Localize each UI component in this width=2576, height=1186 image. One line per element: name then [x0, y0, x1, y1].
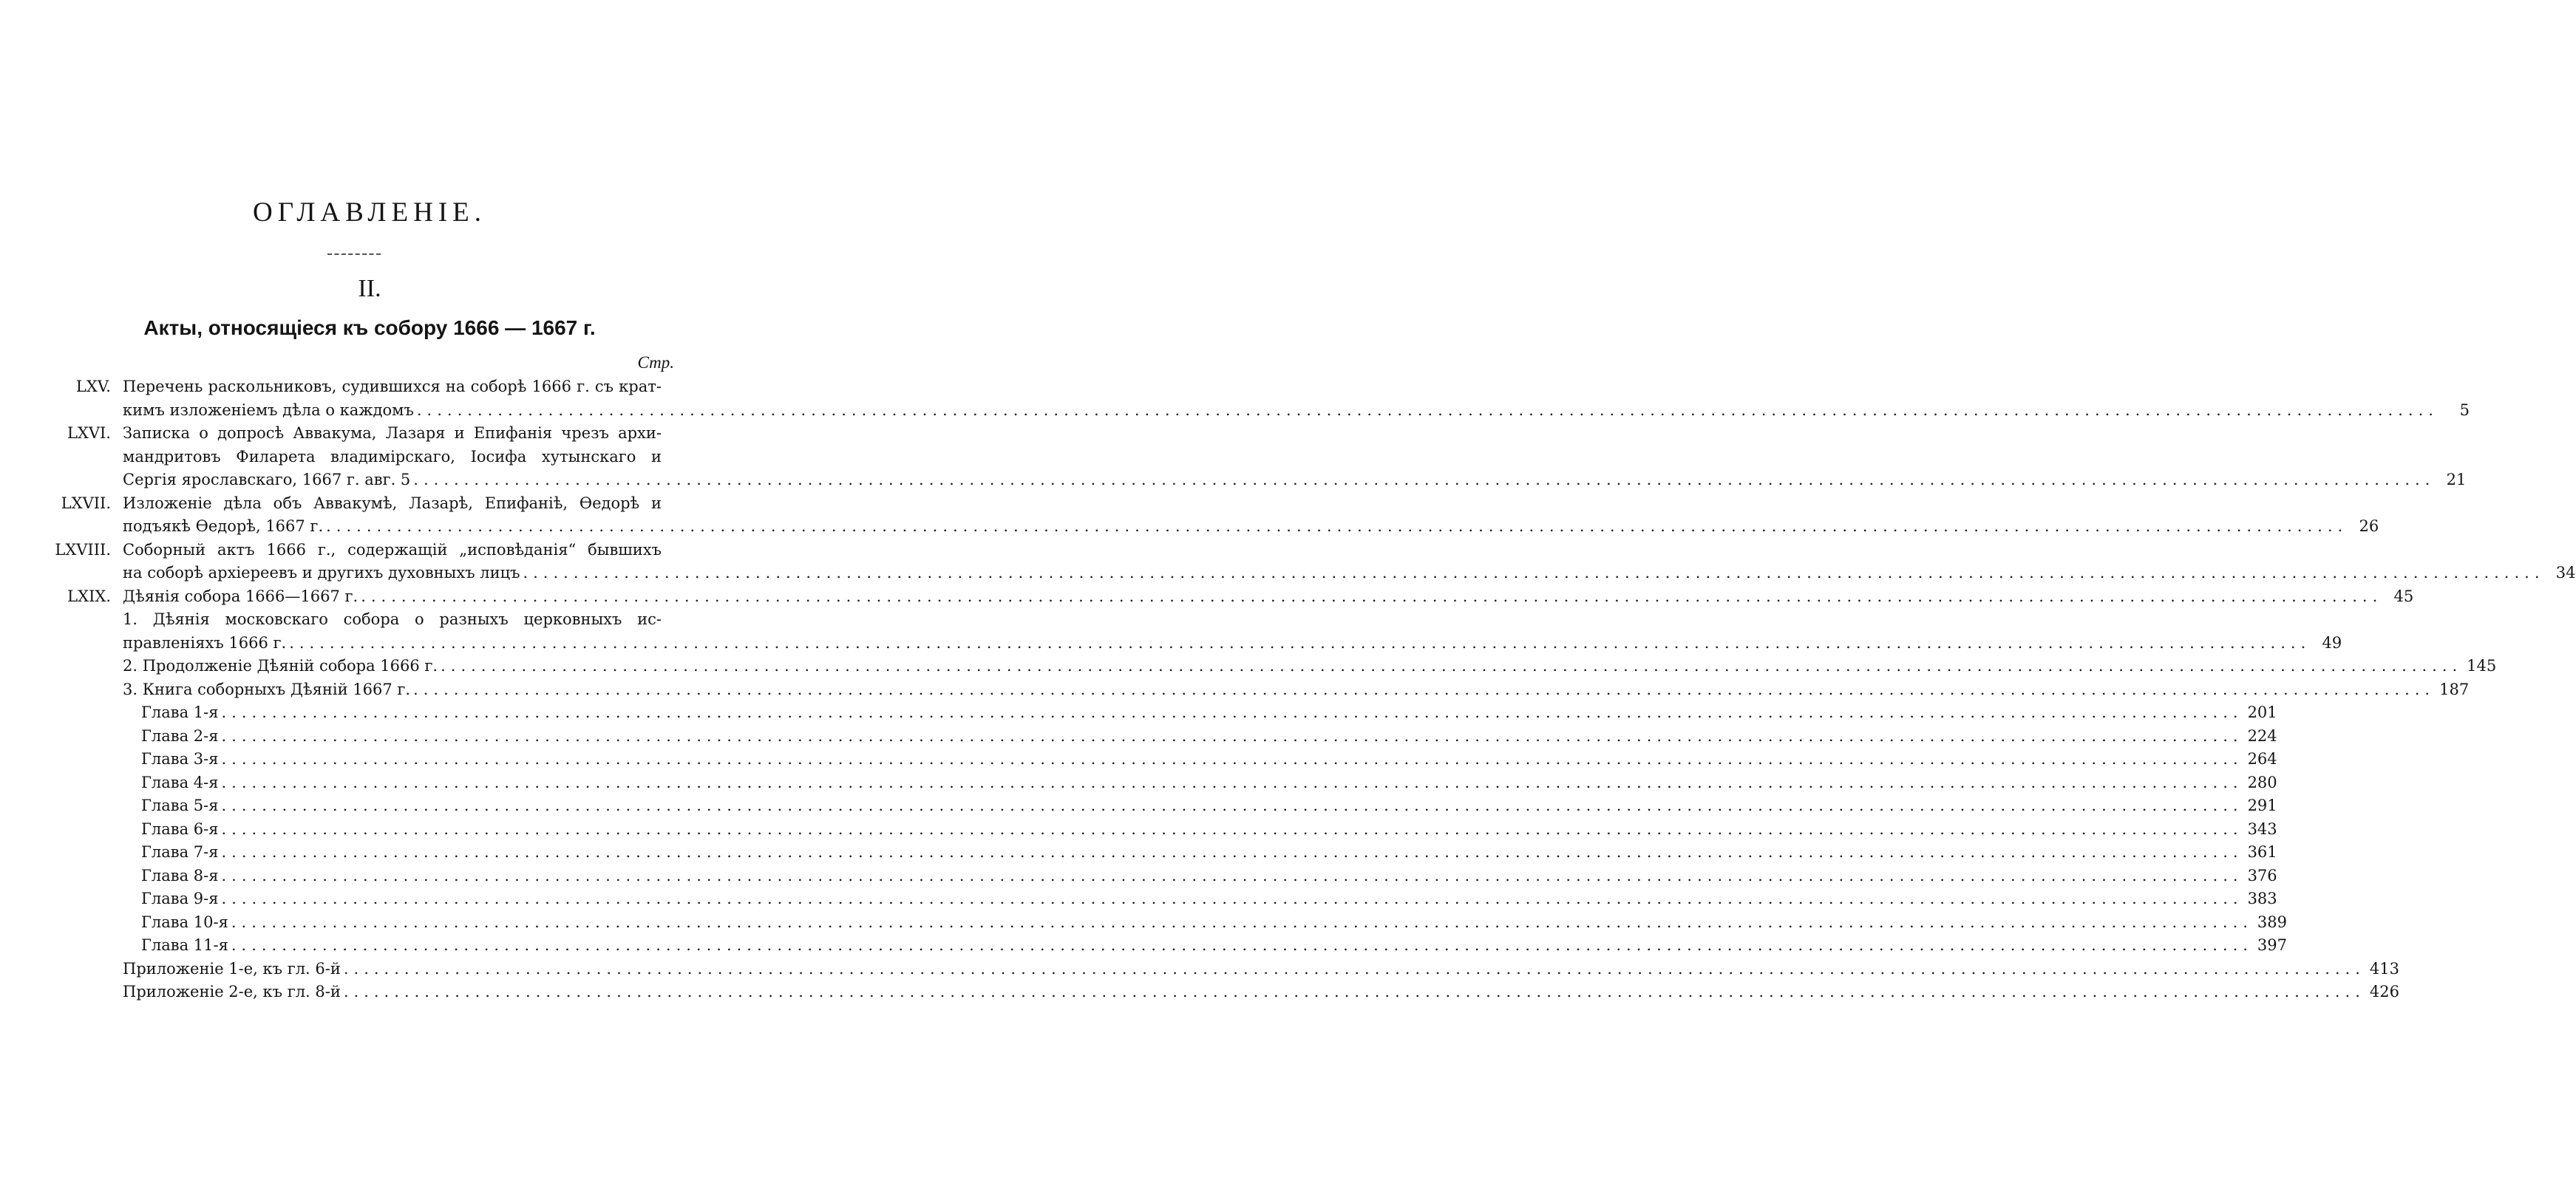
- toc-subentry-line: [123, 633, 2342, 652]
- toc-entry-page: 21: [2446, 471, 2467, 488]
- toc-entry-line: [123, 401, 2470, 419]
- toc-entry-page: 5: [2459, 401, 2470, 419]
- toc-chapter-line: [141, 797, 2277, 814]
- dot-leader: ........................................................................................................................................................................................................: [221, 703, 2243, 721]
- toc-chapter-page: 201: [2247, 703, 2277, 721]
- toc-appendix-title: Приложеніе 2-е, къ гл. 8-й: [123, 983, 341, 1001]
- toc-entry-title: кимъ изложеніемъ дѣла о каждомъ: [123, 401, 414, 419]
- toc-subentry-page: 187: [2439, 680, 2470, 698]
- dot-leader: ........................................................................................................................................................................................................: [343, 983, 2365, 1001]
- toc-appendix-title: Приложеніе 1-е, къ гл. 6-й: [123, 959, 341, 978]
- toc-chapter-line: [141, 913, 2288, 931]
- toc-chapter-line: [141, 819, 2277, 838]
- dot-leader: ........................................................................................................................................................................................................: [221, 726, 2243, 745]
- toc-entry-number: LXVIII.: [55, 540, 111, 559]
- toc-entry-line: [123, 587, 2414, 605]
- dot-leader: ........................................................................................................................................................................................................: [221, 773, 2243, 791]
- toc-chapter-page: 376: [2247, 866, 2277, 885]
- toc-entry-title: Дѣянія собора 1666—1667 г.: [123, 587, 358, 605]
- page-title: ОГЛАВЛЕНІЕ.: [252, 197, 486, 228]
- toc-chapter-title: Глава 4-я: [141, 773, 219, 791]
- dot-leader: ........................................................................................................................................................................................................: [221, 797, 2243, 814]
- toc-chapter-line: [141, 866, 2277, 885]
- toc-chapter-page: 264: [2247, 750, 2277, 768]
- toc-chapter-line: [141, 773, 2277, 791]
- dot-leader: ........................................................................................................................................................................................................: [413, 471, 2436, 488]
- toc-chapter-title: Глава 7-я: [141, 843, 219, 861]
- toc-chapter-page: 397: [2257, 936, 2288, 954]
- title-divider: [327, 253, 381, 255]
- toc-chapter-page: 383: [2247, 890, 2277, 907]
- dot-leader: ........................................................................................................................................................................................................: [231, 913, 2253, 931]
- toc-chapter-title: Глава 6-я: [141, 819, 219, 838]
- toc-entry-number: LXV.: [75, 378, 111, 395]
- dot-leader: ........................................................................................................................................................................................................: [326, 517, 2348, 535]
- toc-entry-title-line: Изложеніе дѣла объ Аввакумѣ, Лазарѣ, Епифаніѣ, Ѳедорѣ и: [123, 494, 662, 512]
- dot-leader: ........................................................................................................................................................................................................: [231, 936, 2253, 954]
- toc-chapter-page: 280: [2247, 773, 2277, 791]
- toc-entry-title: Сергія ярославскаго, 1667 г. авг. 5: [123, 471, 411, 488]
- toc-chapter-line: [141, 726, 2277, 745]
- toc-chapter-title: Глава 2-я: [141, 726, 219, 745]
- toc-subentry-title: правленіяхъ 1666 г.: [123, 633, 287, 652]
- toc-chapter-page: 343: [2247, 819, 2277, 838]
- toc-entry-line: [123, 564, 2576, 582]
- toc-subentry-title-line: 1. Дѣянія московскаго собора о разныхъ церковныхъ ис-: [123, 610, 662, 628]
- toc-entry-page: 34: [2555, 564, 2576, 582]
- toc-chapter-page: 291: [2247, 797, 2277, 814]
- toc-entry-title-line: мандритовъ Филарета владимірскаго, Іосифа хутынскаго и: [123, 447, 662, 466]
- toc-appendix-page: 426: [2369, 983, 2399, 1001]
- toc-chapter-title: Глава 10-я: [141, 913, 228, 931]
- toc-subentry-page: 49: [2322, 633, 2342, 652]
- toc-subentry-title: 2. Продолженіе Дѣяній собора 1666 г.: [123, 657, 438, 675]
- toc-chapter-line: [141, 703, 2277, 721]
- toc-chapter-line: [141, 890, 2277, 907]
- dot-leader: ........................................................................................................................................................................................................: [221, 750, 2243, 768]
- toc-appendix-line: [123, 983, 2399, 1001]
- toc-chapter-page: 224: [2247, 726, 2277, 745]
- toc-chapter-page: 389: [2257, 913, 2288, 931]
- toc-entry-title: на соборѣ архіереевъ и другихъ духовныхъ лицъ: [123, 564, 520, 582]
- dot-leader: ........................................................................................................................................................................................................: [441, 657, 2463, 675]
- page-column-label: Стр.: [637, 353, 674, 372]
- toc-chapter-title: Глава 3-я: [141, 750, 219, 768]
- toc-entry-line: [123, 471, 2467, 488]
- toc-entry-number: LXVI.: [67, 424, 111, 442]
- dot-leader: ........................................................................................................................................................................................................: [413, 680, 2436, 698]
- toc-entry-title-line: Записка о допросѣ Аввакума, Лазаря и Епифанія чрезъ архи-: [123, 424, 662, 442]
- dot-leader: ........................................................................................................................................................................................................: [361, 587, 2383, 605]
- toc-chapter-title: Глава 1-я: [141, 703, 219, 721]
- toc-chapter-title: Глава 11-я: [141, 936, 228, 954]
- dot-leader: ........................................................................................................................................................................................................: [523, 564, 2545, 582]
- toc-chapter-page: 361: [2247, 843, 2277, 861]
- toc-chapter-title: Глава 5-я: [141, 797, 219, 814]
- toc-entry-number: LXIX.: [67, 587, 111, 605]
- toc-chapter-line: [141, 936, 2288, 954]
- toc-chapter-title: Глава 8-я: [141, 866, 219, 885]
- dot-leader: ........................................................................................................................................................................................................: [289, 633, 2311, 652]
- dot-leader: ........................................................................................................................................................................................................: [221, 890, 2243, 907]
- dot-leader: ........................................................................................................................................................................................................: [221, 843, 2243, 861]
- dot-leader: ........................................................................................................................................................................................................: [221, 819, 2243, 838]
- toc-entry-number: LXVII.: [61, 494, 111, 512]
- toc-entry-title: подъякѣ Ѳедорѣ, 1667 г.: [123, 517, 324, 535]
- toc-entry-line: [123, 517, 2379, 535]
- toc-subentry-page: 145: [2467, 657, 2497, 675]
- dot-leader: ........................................................................................................................................................................................................: [343, 959, 2365, 978]
- toc-subentry-line: [123, 680, 2470, 698]
- toc-entry-page: 45: [2393, 587, 2414, 605]
- dot-leader: ........................................................................................................................................................................................................: [416, 401, 2439, 419]
- toc-appendix-line: [123, 959, 2399, 978]
- toc-appendix-page: 413: [2369, 959, 2399, 978]
- toc-chapter-line: [141, 843, 2277, 861]
- toc-chapter-line: [141, 750, 2277, 768]
- part-heading: Акты, относящіеся къ собору 1666 — 1667 г.: [143, 316, 596, 339]
- toc-entry-page: 26: [2359, 517, 2379, 535]
- toc-subentry-title: 3. Книга соборныхъ Дѣяній 1667 г.: [123, 680, 411, 698]
- part-number: II.: [358, 275, 381, 302]
- dot-leader: ........................................................................................................................................................................................................: [221, 866, 2243, 885]
- toc-chapter-title: Глава 9-я: [141, 890, 219, 907]
- toc-subentry-line: [123, 657, 2497, 675]
- toc-entry-title-line: Перечень раскольниковъ, судившихся на соборѣ 1666 г. съ крат-: [123, 378, 662, 395]
- toc-entry-title-line: Соборный актъ 1666 г., содержащій „исповѣданія“ бывшихъ: [123, 540, 662, 559]
